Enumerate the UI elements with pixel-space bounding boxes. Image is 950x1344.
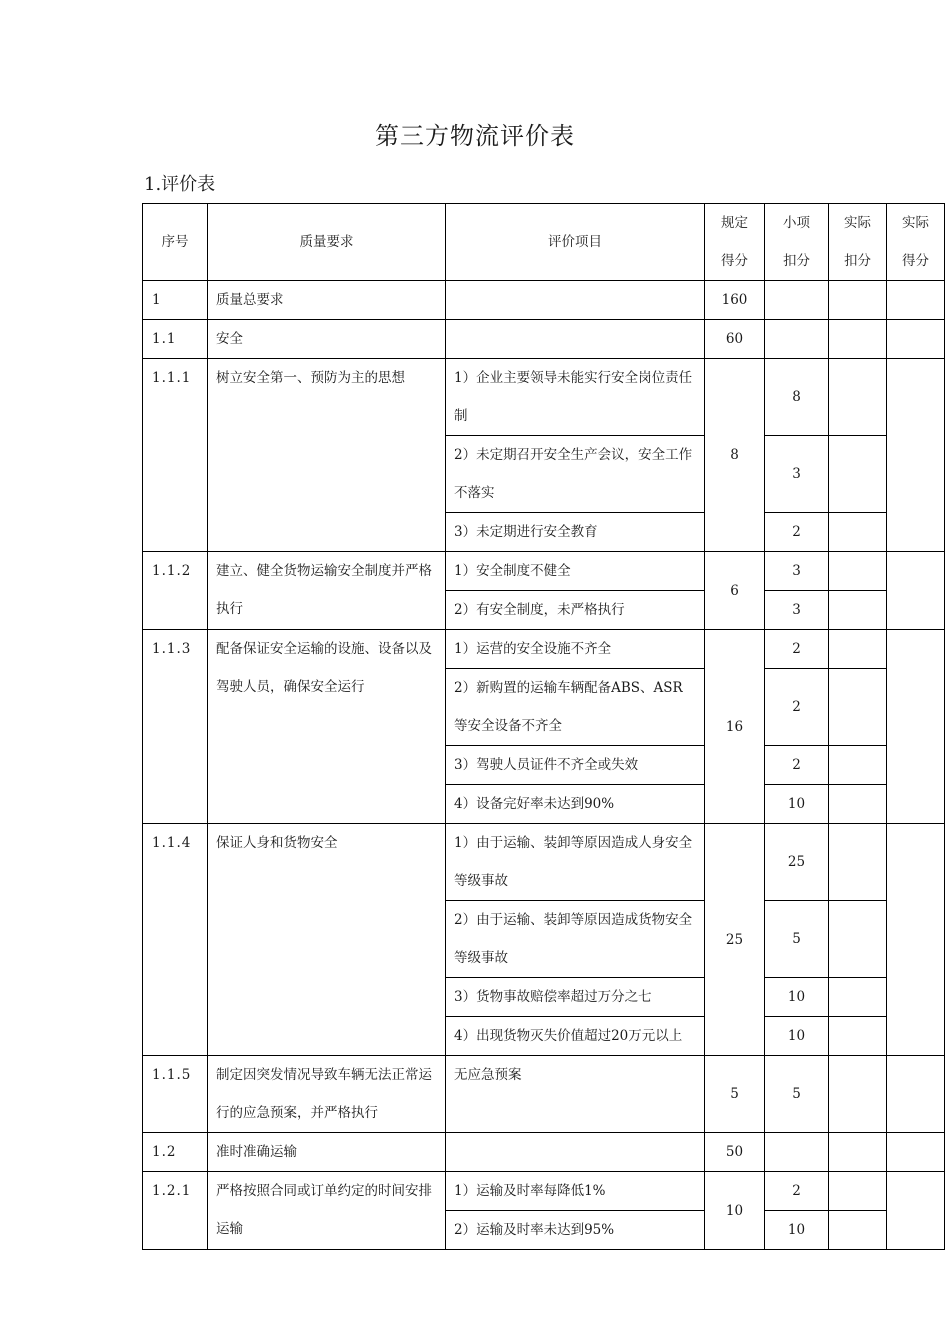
row-actual-deduct	[829, 1133, 887, 1172]
table-row	[143, 320, 945, 359]
row-item: 3）驾驶人员证件不齐全或失效	[446, 746, 705, 785]
row-requirement: 树立安全第一、预防为主的思想	[208, 359, 446, 552]
row-score: 16	[705, 630, 765, 824]
row-deduct	[765, 281, 829, 320]
document-title: 第三方物流评价表	[375, 122, 575, 150]
row-actual-deduct	[829, 1172, 887, 1211]
header-no: 序号	[143, 204, 208, 281]
row-item: 2）新购置的运输车辆配备ABS、ASR等安全设备不齐全	[446, 669, 705, 746]
table-row	[143, 1133, 945, 1172]
row-actual-deduct	[829, 824, 887, 901]
header-deduct: 小项 扣分	[765, 204, 829, 281]
row-score: 60	[705, 320, 765, 359]
row-deduct: 2	[765, 513, 829, 552]
row-actual-deduct	[829, 1211, 887, 1250]
row-actual-deduct	[829, 630, 887, 669]
row-deduct: 2	[765, 630, 829, 669]
row-deduct: 10	[765, 785, 829, 824]
row-deduct: 10	[765, 978, 829, 1017]
row-actual-score	[887, 630, 945, 824]
row-score: 6	[705, 552, 765, 630]
row-no: 1.1.4	[143, 824, 208, 1056]
row-item: 4）出现货物灭失价值超过20万元以上	[446, 1017, 705, 1056]
row-no: 1	[143, 281, 208, 320]
row-deduct: 2	[765, 1172, 829, 1211]
row-actual-score	[887, 1056, 945, 1133]
row-item: 4）设备完好率未达到90%	[446, 785, 705, 824]
row-deduct: 3	[765, 436, 829, 513]
row-actual-deduct	[829, 320, 887, 359]
row-item: 2）由于运输、装卸等原因造成货物安全等级事故	[446, 901, 705, 978]
row-deduct: 8	[765, 359, 829, 436]
row-actual-deduct	[829, 901, 887, 978]
row-no: 1.2.1	[143, 1172, 208, 1250]
row-requirement: 准时准确运输	[208, 1133, 446, 1172]
table-row	[143, 824, 945, 901]
row-requirement: 保证人身和货物安全	[208, 824, 446, 1056]
row-actual-deduct	[829, 552, 887, 591]
row-deduct: 3	[765, 552, 829, 591]
row-no: 1.1.5	[143, 1056, 208, 1133]
row-item: 2）未定期召开安全生产会议，安全工作不落实	[446, 436, 705, 513]
row-no: 1.1	[143, 320, 208, 359]
row-item: 1）企业主要领导未能实行安全岗位责任制	[446, 359, 705, 436]
row-actual-score	[887, 320, 945, 359]
header-actual-score: 实际 得分	[887, 204, 945, 281]
row-actual-deduct	[829, 746, 887, 785]
row-actual-deduct	[829, 513, 887, 552]
row-item: 1）运营的安全设施不齐全	[446, 630, 705, 669]
table-header-row	[143, 204, 945, 281]
row-item: 1）运输及时率每降低1%	[446, 1172, 705, 1211]
row-requirement: 质量总要求	[208, 281, 446, 320]
row-actual-deduct	[829, 281, 887, 320]
row-actual-deduct	[829, 978, 887, 1017]
row-item: 3）货物事故赔偿率超过万分之七	[446, 978, 705, 1017]
row-actual-score	[887, 1172, 945, 1250]
header-item: 评价项目	[446, 204, 705, 281]
row-deduct: 5	[765, 1056, 829, 1133]
row-no: 1.1.2	[143, 552, 208, 630]
row-no: 1.1.3	[143, 630, 208, 824]
row-item: 无应急预案	[446, 1056, 705, 1133]
row-item	[446, 1133, 705, 1172]
row-actual-deduct	[829, 669, 887, 746]
row-deduct: 2	[765, 746, 829, 785]
row-score: 50	[705, 1133, 765, 1172]
row-score: 10	[705, 1172, 765, 1250]
row-deduct	[765, 1133, 829, 1172]
row-actual-deduct	[829, 785, 887, 824]
row-deduct: 25	[765, 824, 829, 901]
header-requirement: 质量要求	[208, 204, 446, 281]
row-requirement: 严格按照合同或订单约定的时间安排运输	[208, 1172, 446, 1250]
evaluation-table	[142, 203, 945, 1250]
row-actual-deduct	[829, 1017, 887, 1056]
row-actual-deduct	[829, 1056, 887, 1133]
table-row	[143, 630, 945, 669]
row-no: 1.1.1	[143, 359, 208, 552]
row-actual-deduct	[829, 359, 887, 436]
table-row	[143, 1056, 945, 1133]
row-actual-score	[887, 359, 945, 552]
row-score: 160	[705, 281, 765, 320]
row-item	[446, 320, 705, 359]
header-actual-deduct: 实际 扣分	[829, 204, 887, 281]
row-deduct: 5	[765, 901, 829, 978]
row-item: 1）由于运输、装卸等原因造成人身安全等级事故	[446, 824, 705, 901]
row-deduct: 2	[765, 669, 829, 746]
header-score: 规定 得分	[705, 204, 765, 281]
row-deduct: 10	[765, 1017, 829, 1056]
table-row	[143, 281, 945, 320]
row-deduct	[765, 320, 829, 359]
row-deduct: 10	[765, 1211, 829, 1250]
row-actual-deduct	[829, 436, 887, 513]
row-actual-score	[887, 552, 945, 630]
row-item: 2）有安全制度，未严格执行	[446, 591, 705, 630]
row-item: 2）运输及时率未达到95%	[446, 1211, 705, 1250]
row-actual-score	[887, 281, 945, 320]
row-score: 25	[705, 824, 765, 1056]
table-row	[143, 359, 945, 436]
row-no: 1.2	[143, 1133, 208, 1172]
row-score: 5	[705, 1056, 765, 1133]
row-actual-deduct	[829, 591, 887, 630]
row-actual-score	[887, 1133, 945, 1172]
row-requirement: 建立、健全货物运输安全制度并严格执行	[208, 552, 446, 630]
row-item: 1）安全制度不健全	[446, 552, 705, 591]
row-score: 8	[705, 359, 765, 552]
row-requirement: 安全	[208, 320, 446, 359]
row-requirement: 制定因突发情况导致车辆无法正常运行的应急预案，并严格执行	[208, 1056, 446, 1133]
row-actual-score	[887, 824, 945, 1056]
section-heading: 1.评价表	[144, 174, 216, 195]
row-item: 3）未定期进行安全教育	[446, 513, 705, 552]
table-row	[143, 1172, 945, 1211]
table-row	[143, 552, 945, 591]
row-deduct: 3	[765, 591, 829, 630]
row-requirement: 配备保证安全运输的设施、设备以及驾驶人员，确保安全运行	[208, 630, 446, 824]
row-item	[446, 281, 705, 320]
